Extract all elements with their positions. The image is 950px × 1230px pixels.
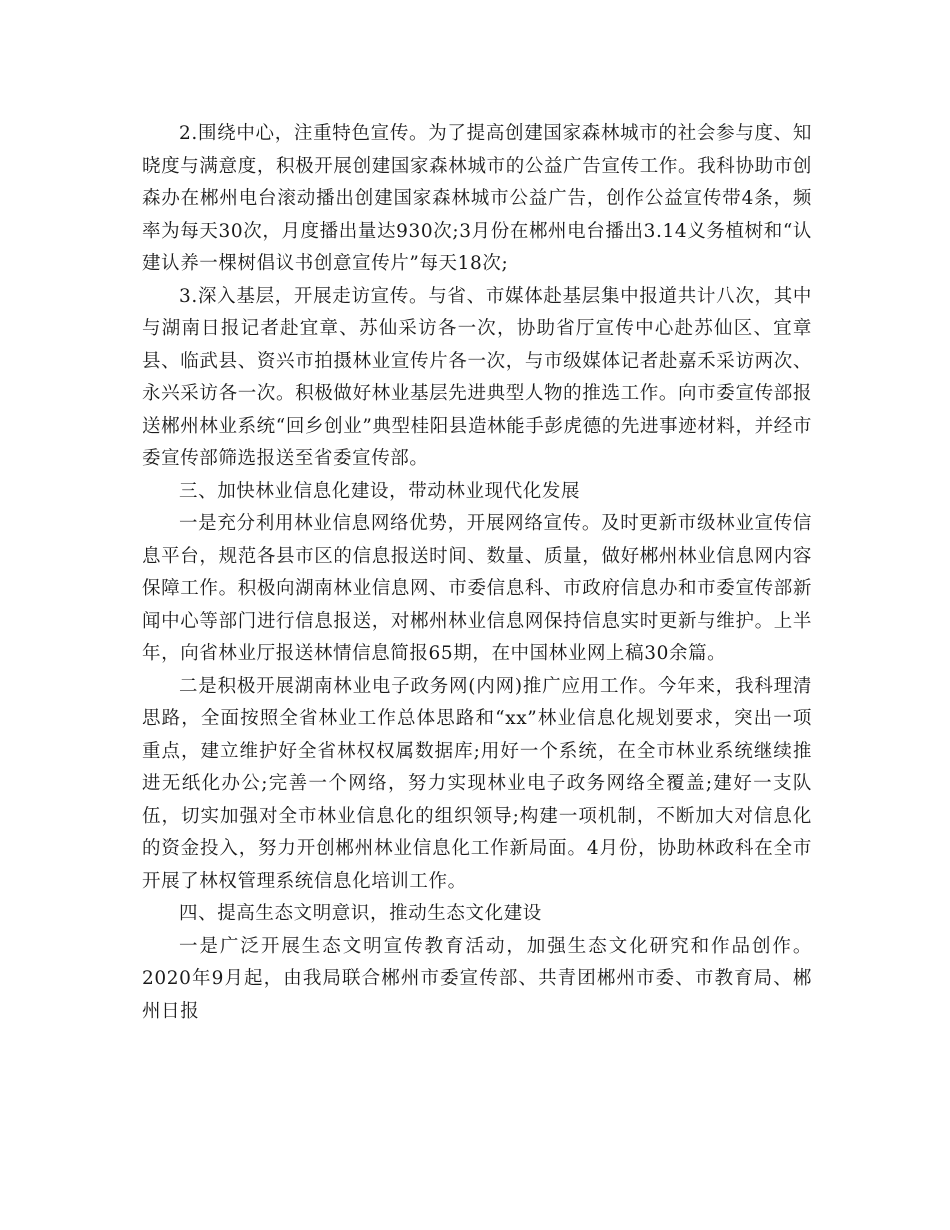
section-heading-3: 三、加快林业信息化建设，带动林业现代化发展 (179, 480, 581, 502)
paragraph-3: 一是充分利用林业信息网络优势，开展网络宣传。及时更新市级林业宣传信息平台，规范各县市区的信息报送时间、数量、质量，做好郴州林业信息网内容保障工作。积极向湖南林业信息网、市委信息科、市政府信息办和市委宣传部新闻中心等部门进行信息报送，对郴州林业信息网保持信息实时更新与维护。上半年，向省林业厅报送林情信息简报65期，在中国林业网上稿30余篇。 (142, 513, 812, 664)
document-body (142, 118, 812, 1028)
paragraph-5: 一是广泛开展生态文明宣传教育活动，加强生态文化研究和作品创作。2020年9月起，由我局联合郴州市委宣传部、共青团郴州市委、市教育局、郴州日报 (142, 935, 812, 1022)
paragraph-4: 二是积极开展湖南林业电子政务网(内网)推广应用工作。今年来，我科理清思路，全面按照全省林业工作总体思路和“xx”林业信息化规划要求，突出一项重点，建立维护好全省林权权属数据库;用好一个系统，在全市林业系统继续推进无纸化办公;完善一个网络，努力实现林业电子政务网络全覆盖;建好一支队伍，切实加强对全市林业信息化的组织领导;构建一项机制，不断加大对信息化的资金投入，努力开创郴州林业信息化工作新局面。4月份，协助林政科在全市开展了林权管理系统信息化培训工作。 (142, 675, 812, 892)
paragraph-1: 2.围绕中心，注重特色宣传。为了提高创建国家森林城市的社会参与度、知晓度与满意度，积极开展创建国家森林城市的公益广告宣传工作。我科协助市创森办在郴州电台滚动播出创建国家森林城市公益广告，创作公益宣传带4条，频率为每天30次，月度播出量达930次;3月份在郴州电台播出3.14义务植树和“认建认养一棵树倡议书创意宣传片”每天18次; (142, 123, 812, 274)
paragraph-2: 3.深入基层，开展走访宣传。与省、市媒体赴基层集中报道共计八次，其中与湖南日报记者赴宜章、苏仙采访各一次，协助省厅宣传中心赴苏仙区、宜章县、临武县、资兴市拍摄林业宣传片各一次，与市级媒体记者赴嘉禾采访两次、永兴采访各一次。积极做好林业基层先进典型人物的推选工作。向市委宣传部报送郴州林业系统“回乡创业”典型桂阳县造林能手彭虎德的先进事迹材料，并经市委宣传部筛选报送至省委宣传部。 (142, 285, 812, 469)
section-heading-4: 四、提高生态文明意识，推动生态文化建设 (179, 903, 542, 924)
